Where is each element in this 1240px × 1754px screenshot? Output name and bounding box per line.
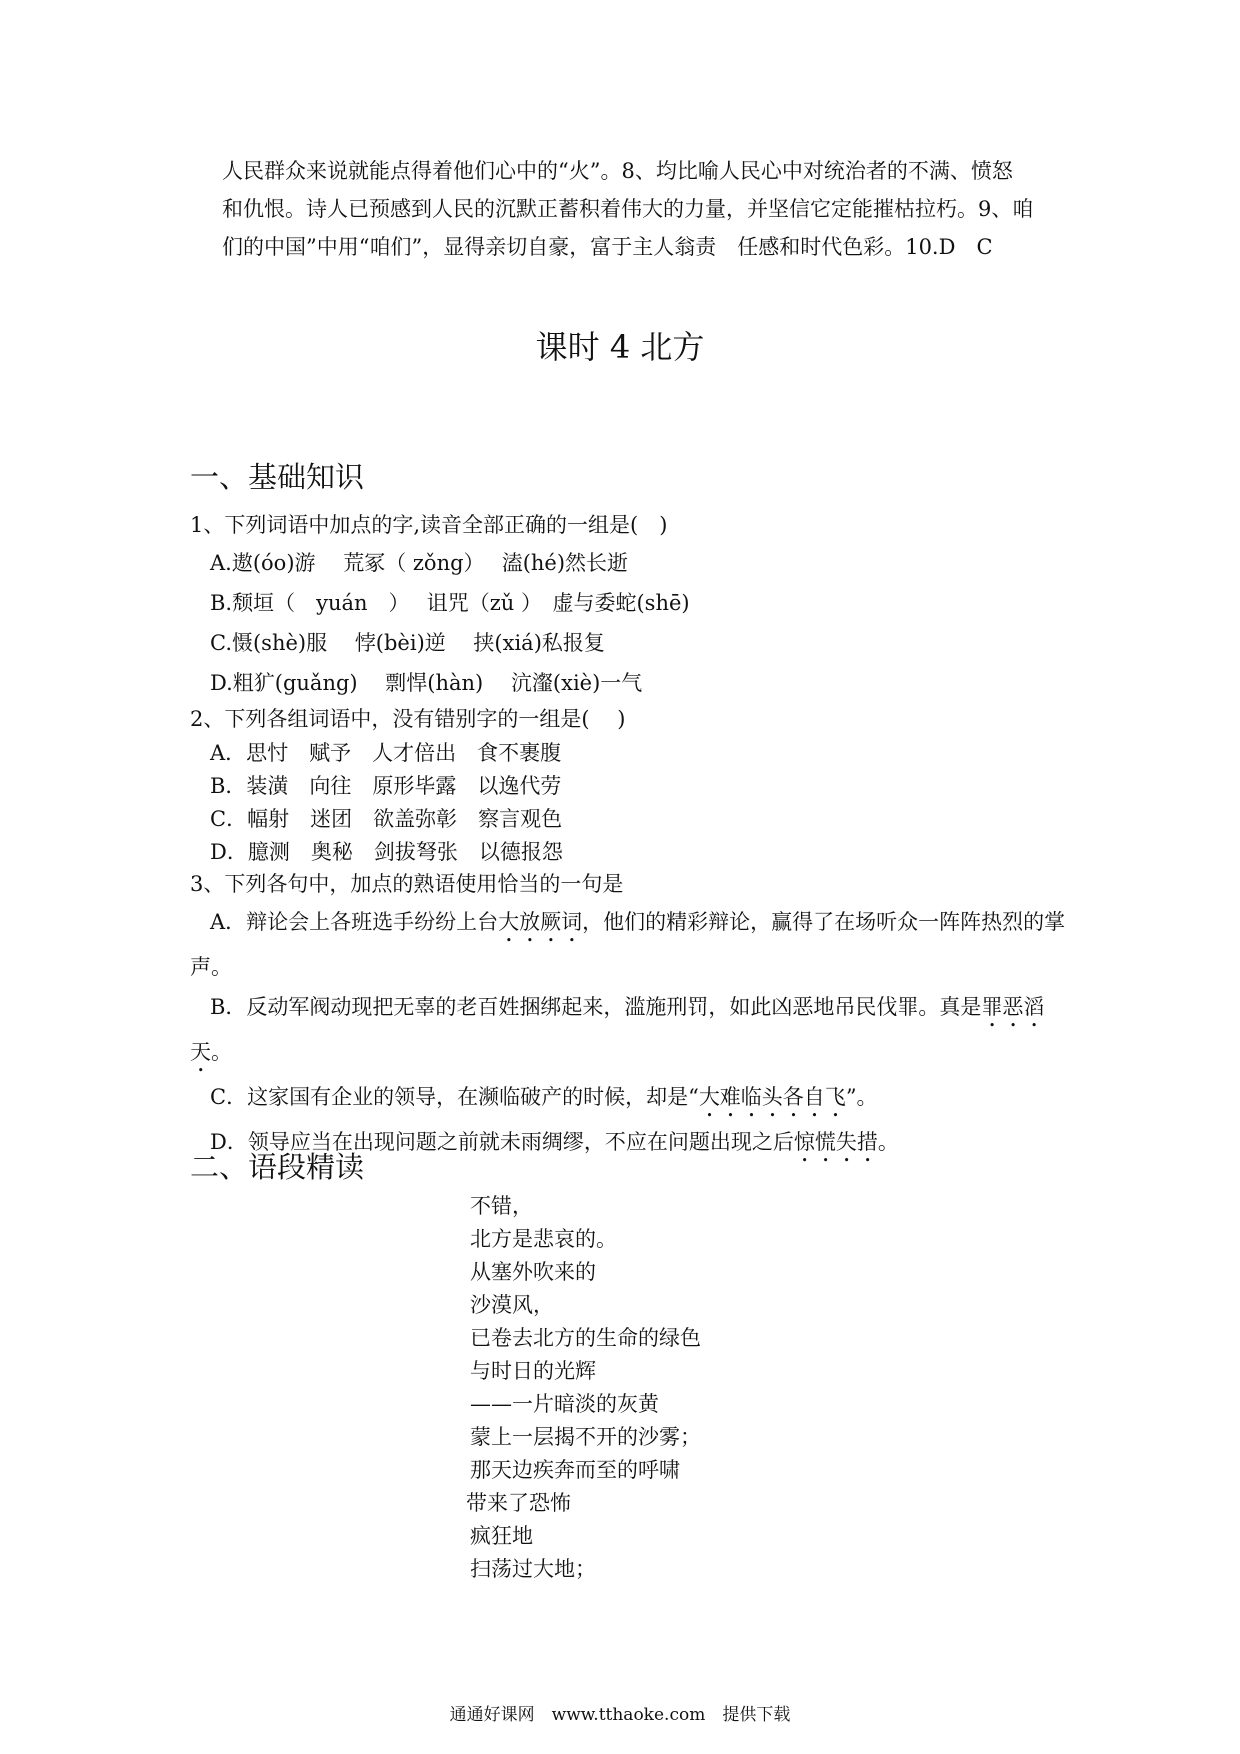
poem-line: 从塞外吹来的 (470, 1260, 596, 1284)
poem-line: 沙漠风， (470, 1293, 554, 1317)
poem-line: 北方是悲哀的。 (470, 1227, 617, 1251)
question-1-option-c: C.慑(shè)服 悖(bèi)逆 挟(xiá)私报复 (210, 631, 605, 655)
answer-line-1: 人民群众来说就能点得着他们心中的“火”。8、均比喻人民心中对统治者的不满、愤怒 (222, 159, 1013, 183)
question-1 (190, 507, 1070, 703)
marked-idiom: 大难临头各自飞 (698, 1085, 846, 1109)
poem-line: 带来了恐怖 (466, 1491, 571, 1515)
poem-line: 与时日的光辉 (470, 1359, 596, 1383)
question-1-option-d: D.粗犷(guǎng) 剽悍(hàn) 沆瀣(xiè)一气 (210, 671, 643, 695)
question-3-option-b (190, 987, 1070, 1077)
marked-idiom: 罪恶滔天 (190, 995, 1045, 1064)
question-3-option-a (190, 902, 1070, 987)
option-text: A．辩论会上各班选手纷纷上台 (210, 910, 499, 934)
option-text: 。 (877, 1130, 899, 1154)
question-2-stem: 2、下列各组词语中，没有错别字的一组是( ) (190, 707, 626, 731)
section-heading-reading: 二、语段精读 (190, 1150, 365, 1184)
question-2-option-c: C．幅射 迷团 欲盖弥彰 察言观色 (210, 807, 563, 831)
marked-idiom: 惊慌失措 (793, 1130, 878, 1154)
poem-line: 蒙上一层揭不开的沙雾； (470, 1425, 701, 1449)
page-footer: 通通好课网 www.tthaoke.com 提供下载 (449, 1705, 791, 1725)
poem-line: 扫荡过大地； (470, 1557, 596, 1581)
poem-line: 那天边疾奔而至的呼啸 (470, 1458, 680, 1482)
question-3 (190, 866, 1070, 1167)
question-1-stem: 1、下列词语中加点的字,读音全部正确的一组是( ) (190, 513, 668, 537)
answer-continuation (222, 152, 1067, 266)
question-2-option-b: B．装潢 向往 原形毕露 以逸代劳 (210, 774, 562, 798)
poem-line: 已卷去北方的生命的绿色 (470, 1326, 701, 1350)
poem-excerpt (466, 1190, 701, 1586)
option-text: ”。 (845, 1085, 878, 1109)
question-2-option-a: A．思忖 赋予 人才倍出 食不裹腹 (210, 741, 562, 765)
poem-line: ——一片暗淡的灰黄 (470, 1392, 659, 1416)
question-2-option-d: D．臆测 奥秘 剑拔弩张 以德报怨 (210, 840, 563, 864)
answer-line-3: 们的中国”中用“咱们”，显得亲切自豪，富于主人翁责 任感和时代色彩。10.D C (222, 235, 993, 259)
option-text: 。 (211, 1040, 232, 1064)
answer-line-2: 和仇恨。诗人已预感到人民的沉默正蓄积着伟大的力量，并坚信它定能摧枯拉朽。9、咱 (222, 197, 1034, 221)
question-3-option-c (190, 1077, 1070, 1122)
option-text: C．这家国有企业的领导，在濒临破产的时候，却是“ (210, 1085, 699, 1109)
poem-line: 疯狂地 (470, 1524, 533, 1548)
section-heading-basics: 一、基础知识 (190, 460, 365, 494)
option-text: ，他们的精彩辩论，赢得了在场听众一阵阵热烈的掌声。 (190, 910, 1066, 979)
question-3-stem: 3、下列各句中，加点的熟语使用恰当的一句是 (190, 872, 624, 896)
lesson-title: 课时 4 北方 (535, 328, 705, 366)
marked-idiom: 大放厥词 (498, 910, 583, 934)
question-1-option-a: A.遨(óo)游 荒冢（ zǒng） 溘(hé)然长逝 (210, 551, 629, 575)
question-1-option-b: B.颓垣（ yuán ） 诅咒（zǔ ） 虚与委蛇(shē) (210, 591, 690, 615)
poem-line: 不错， (470, 1194, 533, 1218)
question-2 (190, 701, 1070, 869)
option-text: B．反动军阀动现把无辜的老百姓捆绑起来，滥施刑罚，如此凶恶地吊民伐罪。真是 (210, 995, 982, 1019)
option-text: D．领导应当在出现问题之前就未雨绸缪，不应在问题出现之后 (210, 1130, 794, 1154)
